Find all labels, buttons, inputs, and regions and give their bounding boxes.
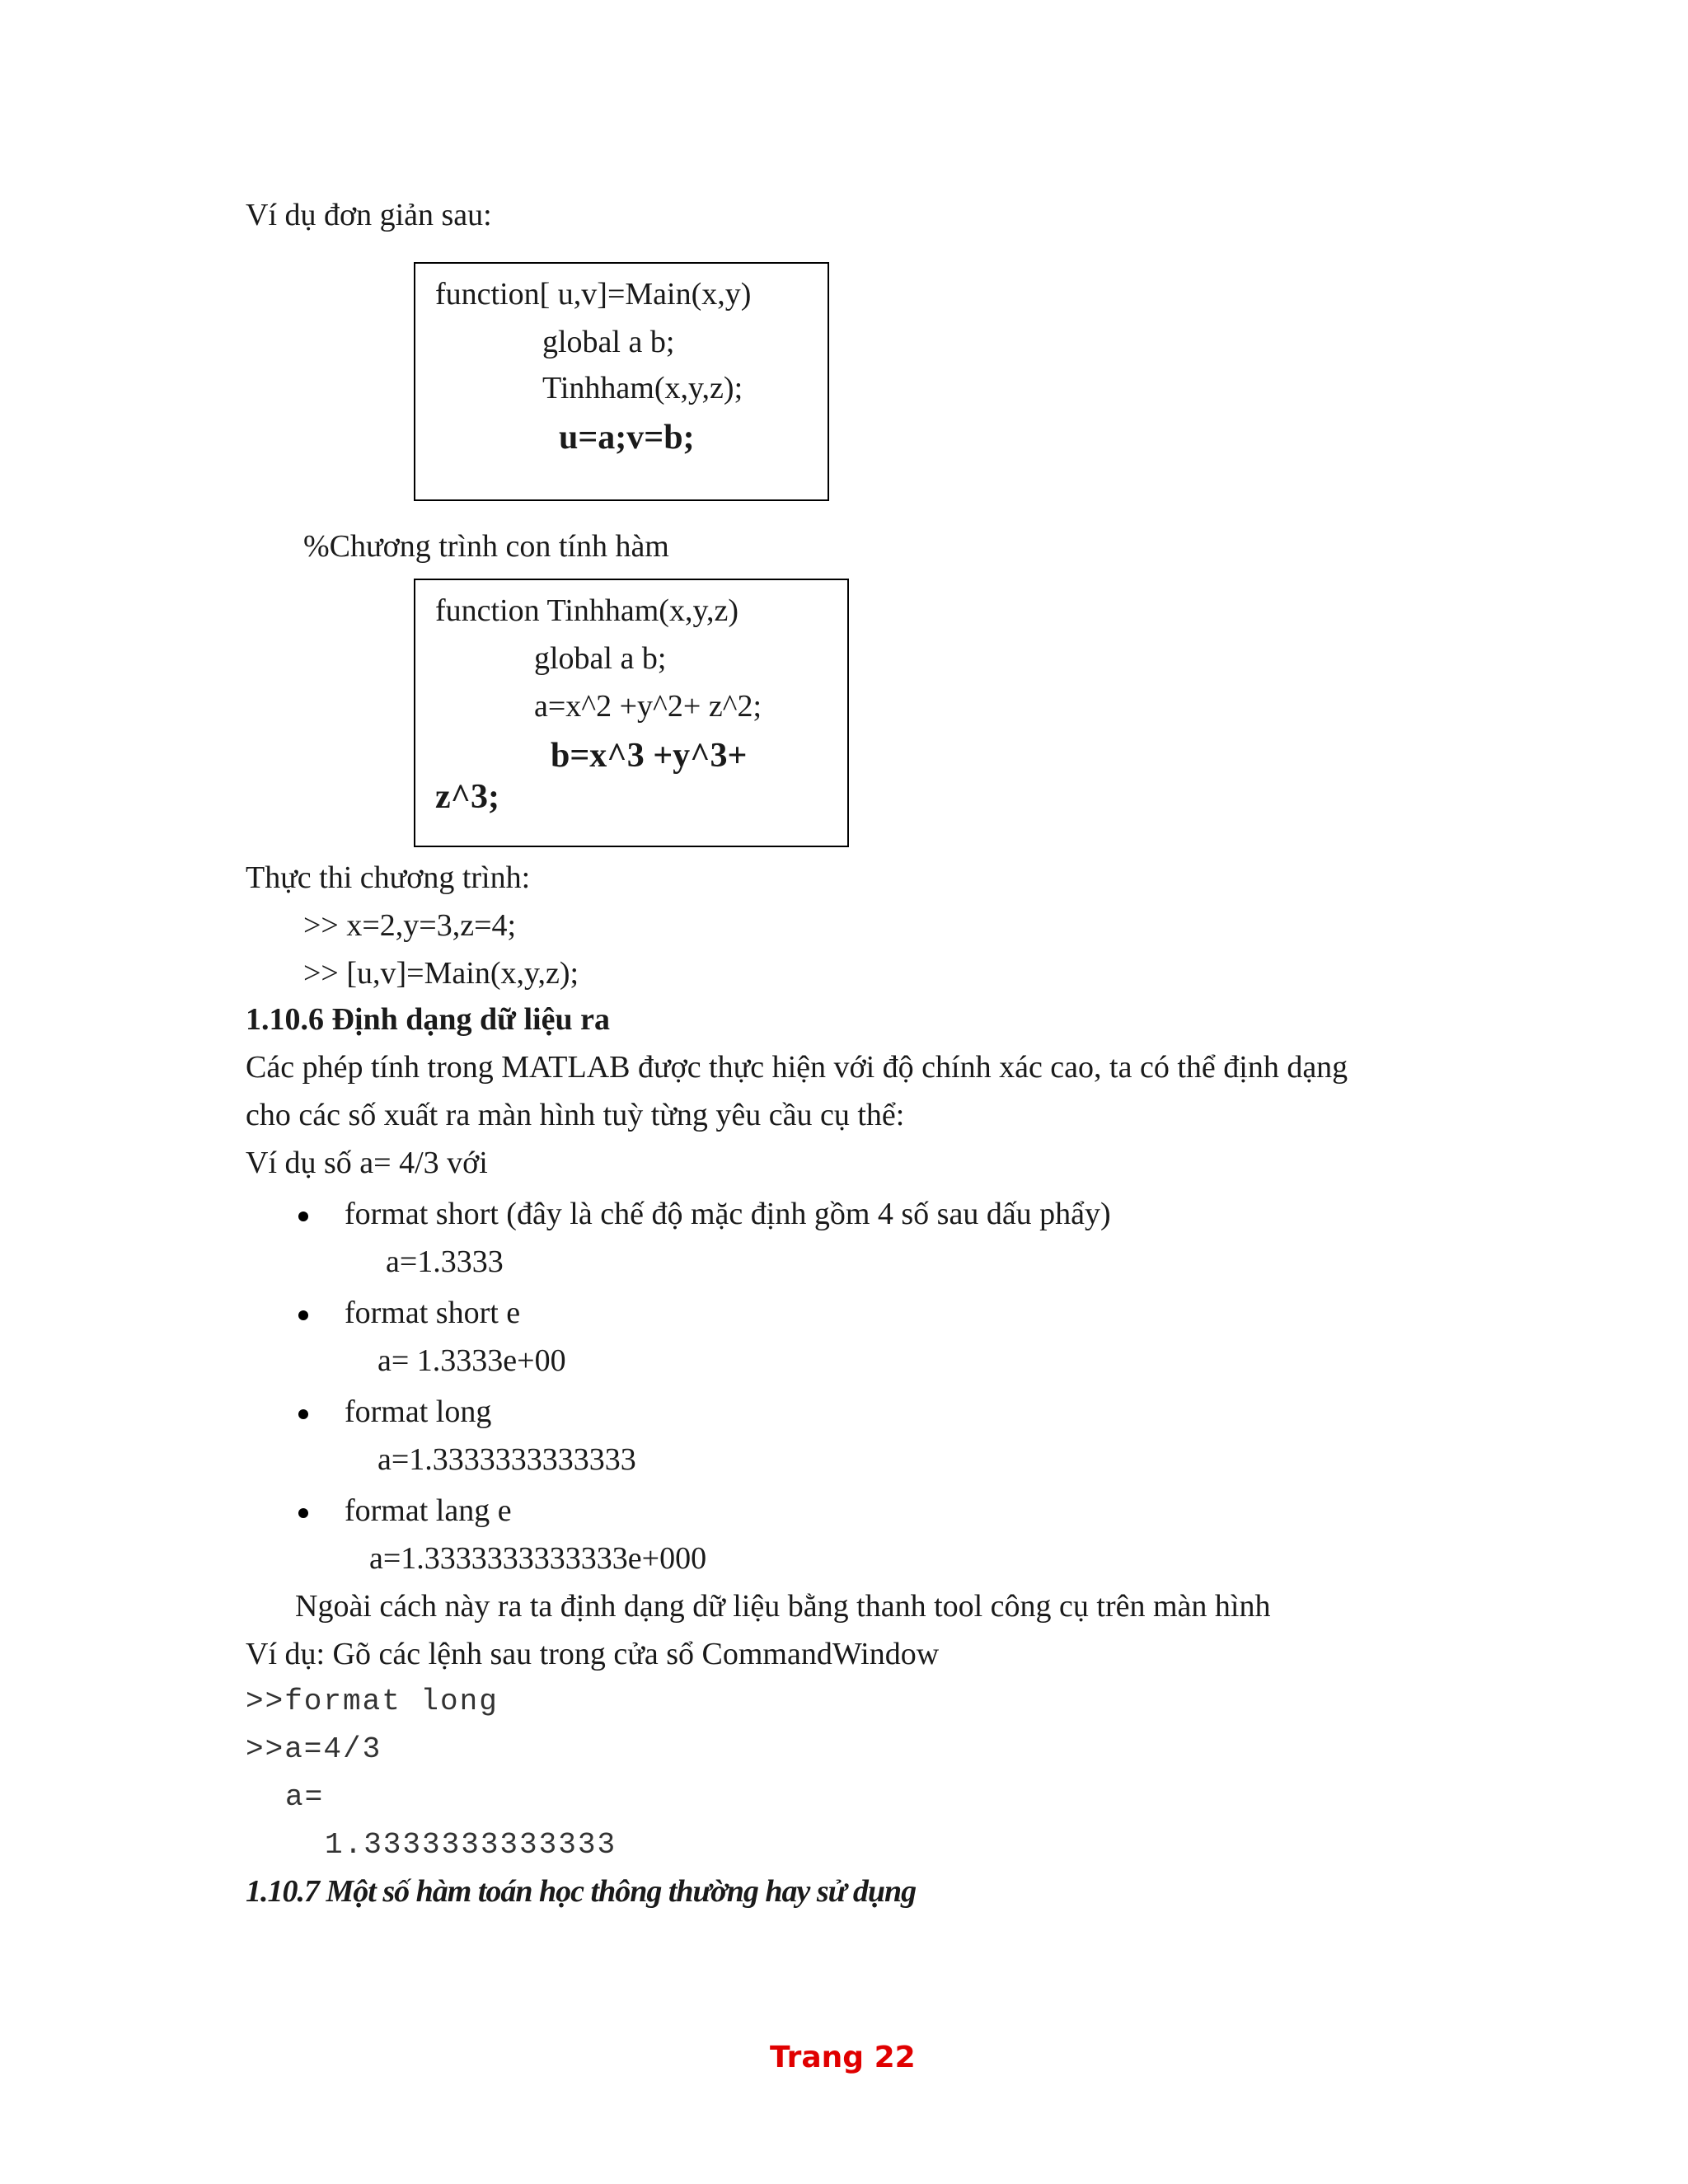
bullet-icon	[298, 1212, 308, 1221]
format-label: format lang e	[345, 1493, 512, 1528]
page-number: Trang 22	[770, 2041, 916, 2074]
paragraph-line: cho các số xuất ra màn hình tuỳ từng yêu cầu cụ thể:	[246, 1098, 905, 1132]
bullet-icon	[298, 1508, 308, 1518]
code-line: Tinhham(x,y,z);	[542, 371, 743, 405]
code-box-tinhham	[414, 579, 849, 847]
format-label: format short (đây là chế độ mặc định gồm 4 số sau dấu phẩy)	[345, 1197, 1111, 1231]
exec-command: >> x=2,y=3,z=4;	[303, 908, 517, 943]
section-heading-1107: 1.10.7 Một số hàm toán học thông thường hay sử dụng	[246, 1874, 917, 1909]
console-line: >>format long	[246, 1685, 499, 1718]
code-line: function[ u,v]=Main(x,y)	[435, 277, 752, 312]
format-value: a= 1.3333e+00	[377, 1343, 566, 1378]
code-line: a=x^2 +y^2+ z^2;	[534, 689, 762, 724]
exec-command: >> [u,v]=Main(x,y,z);	[303, 956, 579, 991]
code-line: global a b;	[542, 325, 675, 359]
format-value: a=1.3333333333333e+000	[369, 1541, 707, 1576]
code-line: u=a;v=b;	[559, 419, 695, 457]
example-text: Ví dụ số a= 4/3 với	[246, 1146, 488, 1180]
format-label: format long	[345, 1394, 492, 1429]
format-value: a=1.3333	[386, 1244, 504, 1279]
bullet-icon	[298, 1409, 308, 1419]
paragraph-line: Các phép tính trong MATLAB được thực hiện với độ chính xác cao, ta có thể định dạng	[246, 1050, 1348, 1085]
note-text: Ngoài cách này ra ta định dạng dữ liệu bằng thanh tool công cụ trên màn hình	[295, 1589, 1271, 1624]
section-heading-1106: 1.10.6 Định dạng dữ liệu ra	[246, 1002, 610, 1037]
console-line: a=	[285, 1780, 325, 1814]
code-box-main	[414, 262, 829, 501]
example-text: Ví dụ: Gõ các lệnh sau trong cửa sổ CommandWindow	[246, 1637, 940, 1671]
console-line: 1.3333333333333	[325, 1828, 617, 1862]
intro-text: Ví dụ đơn giản sau:	[246, 198, 492, 232]
code-line: function Tinhham(x,y,z)	[435, 593, 739, 628]
format-label: format short e	[345, 1296, 521, 1330]
exec-label: Thực thi chương trình:	[246, 860, 531, 895]
format-value: a=1.3333333333333	[377, 1442, 636, 1477]
console-line: >>a=4/3	[246, 1732, 382, 1766]
code-line: global a b;	[534, 641, 667, 676]
code-line: b=x^3 +y^3+	[551, 737, 748, 775]
bullet-icon	[298, 1310, 308, 1320]
code-line: z^3;	[435, 778, 500, 816]
comment-text: %Chương trình con tính hàm	[303, 529, 669, 564]
